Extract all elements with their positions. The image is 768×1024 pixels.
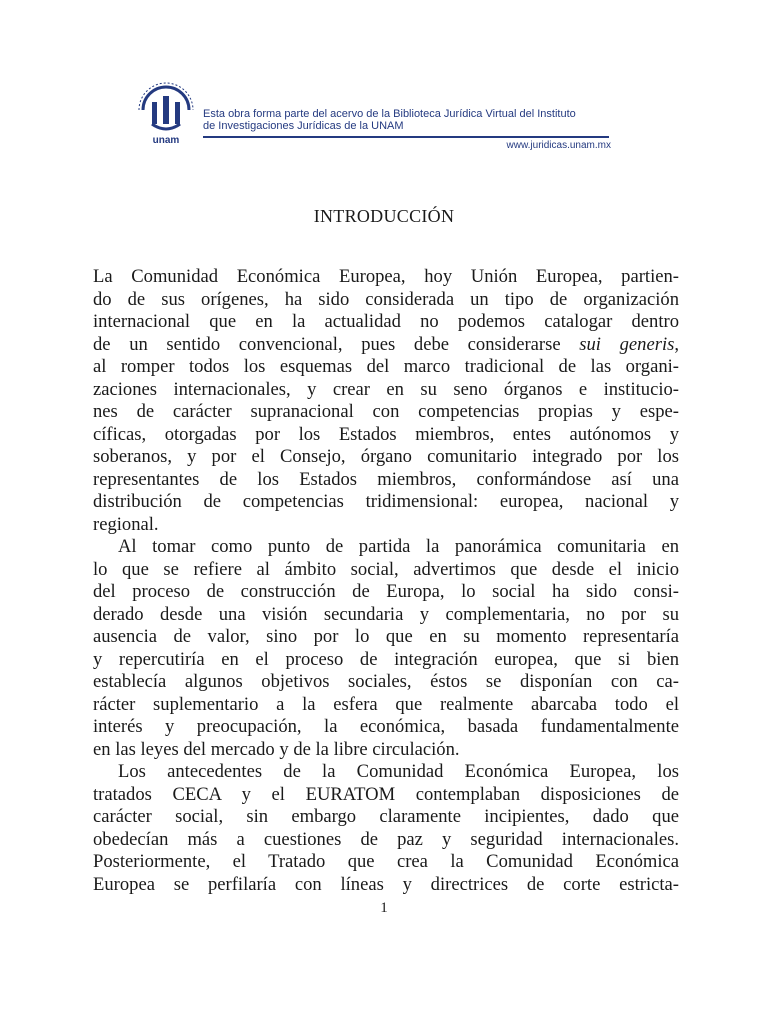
text-line: de un sentido convencional, pues debe considerarse sui generis, (93, 333, 680, 355)
unam-iij-logo (135, 80, 197, 146)
text-line: en las leyes del mercado y de la libre circulación. (93, 738, 460, 760)
text-line: lo que se refiere al ámbito social, advertimos que desde el inicio (93, 558, 679, 580)
text-line: Los antecedentes de la Comunidad Económica Europea, los (118, 761, 679, 782)
text-line: nes de carácter supranacional con competencias propias y espe- (93, 401, 679, 422)
header-notice-line-2: de Investigaciones Jurídicas de la UNAM (203, 120, 404, 132)
text-line: Europea se perfilaría con líneas y directrices de corte estricta- (93, 873, 679, 895)
text-line: internacional que en la actualidad no podemos catalogar dentro (93, 311, 679, 332)
text-line: Posteriormente, el Tratado que crea la Comunidad Económica (93, 851, 679, 872)
text-line: zaciones internacionales, y crear en su seno órganos e institucio- (93, 378, 679, 400)
text-line-span: de un sentido convencional, pues debe considerarse (93, 333, 561, 355)
text-line: soberanos, y por el Consejo, órgano comunitario integrado por los (93, 446, 679, 467)
institutional-header (135, 80, 615, 160)
text-line: derado desde una visión secundaria y complementaria, no por su (93, 603, 679, 625)
header-notice (203, 108, 613, 132)
header-url-link[interactable]: www.juridicas.unam.mx (506, 140, 611, 151)
text-line: establecía algunos objetivos sociales, éstos se disponían con ca- (93, 671, 679, 692)
text-line: ausencia de valor, sino por lo que en su momento representaría (93, 626, 679, 647)
page-number: 1 (380, 900, 388, 916)
logo-wordmark: unam (152, 135, 180, 146)
chapter-title: INTRODUCCIÓN (313, 206, 455, 226)
text-line: tratados CECA y el EURATOM contemplaban disposiciones de (93, 783, 679, 805)
text-line: carácter social, sin embargo claramente incipientes, dado que (93, 806, 679, 827)
text-line: do de sus orígenes, ha sido considerada un tipo de organización (93, 288, 679, 310)
italic-term: sui generis (579, 333, 675, 355)
text-line: distribución de competencias tridimensional: europea, nacional y (93, 491, 679, 512)
text-line: representantes de los Estados miembros, conformándose así una (93, 468, 679, 490)
header-notice-line-1: Esta obra forma parte del acervo de la Biblioteca Jurídica Virtual del Instituto (203, 108, 576, 120)
text-line: obedecían más a cuestiones de paz y seguridad internacionales. (93, 828, 679, 850)
text-line: al romper todos los esquemas del marco tradicional de las organi- (93, 356, 679, 377)
text-line: y repercutiría en el proceso de integración europea, que si bien (93, 648, 679, 670)
header-divider (203, 136, 609, 138)
text-line: La Comunidad Económica Europea, hoy Unión Europea, partien- (93, 266, 679, 287)
text-line: del proceso de construcción de Europa, lo social ha sido consi- (93, 581, 679, 602)
text-line: regional. (93, 513, 159, 535)
text-line: Al tomar como punto de partida la panorámica comunitaria en (118, 536, 679, 557)
text-line: interés y preocupación, la económica, basada fundamentalmente (93, 716, 679, 737)
text-line: rácter suplementario a la esfera que realmente abarcaba todo el (93, 693, 679, 715)
text-line: cíficas, otorgadas por los Estados miembros, entes autónomos y (93, 423, 679, 445)
